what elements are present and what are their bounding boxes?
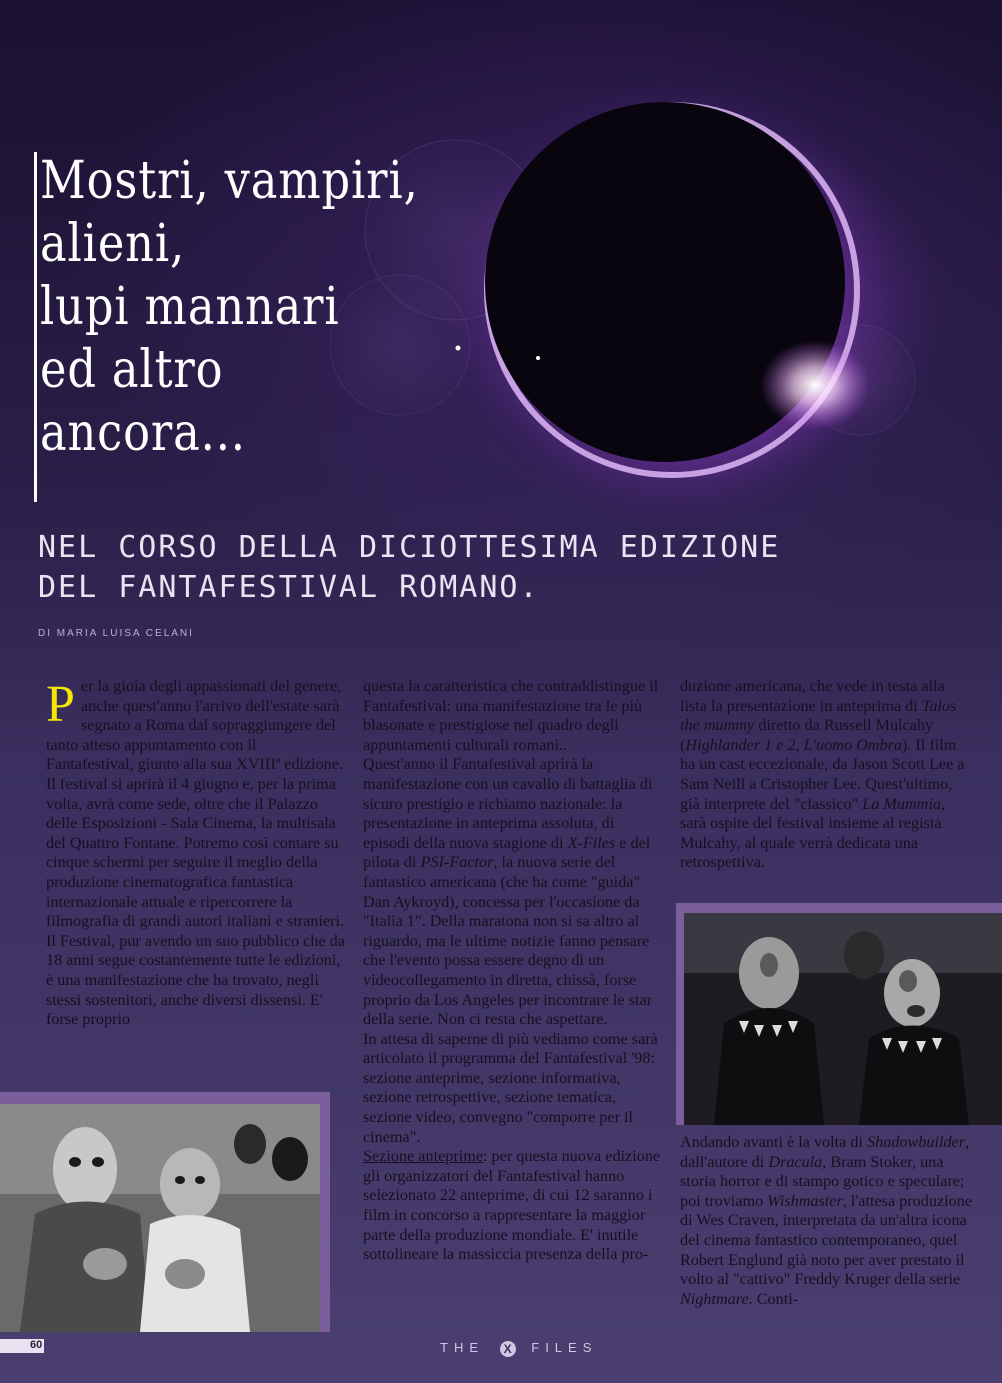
article-column-1 <box>46 677 346 1030</box>
page-number: 60 <box>30 1339 43 1351</box>
headline <box>40 150 444 465</box>
photo-illustration <box>0 1104 320 1332</box>
italic-title: Dracula <box>768 1152 823 1171</box>
star <box>536 356 540 360</box>
paragraph <box>46 677 346 775</box>
paragraph: In attesa di saperne di più vediamo come sarà articolato il programma del Fantafestival '98: sezione anteprime, sezione informativa, sezione retrospettive, sezione tematica, sezione video, convegno "comporre per il cinema". <box>363 1029 658 1146</box>
paragraph-text: . Conti- <box>748 1289 799 1308</box>
headline-line: Mostri, vampiri, <box>40 151 419 211</box>
section-label: Sezione anteprime <box>363 1147 484 1166</box>
star <box>456 346 461 351</box>
paragraph-text: , dall'autore di <box>680 1133 970 1171</box>
article-column-3 <box>680 677 975 873</box>
italic-title: PSI-Factor <box>420 853 494 872</box>
paragraph-text: Quest'anno il Fantafestival aprirà la manifestazione con un cavallo di battaglia di sicuro prestigio e richiamo nazionale: la presentazione in anteprima assoluta, di episodi della nuova stagione di <box>363 755 653 852</box>
paragraph: Il festival si aprirà il 4 giugno e, per la prima volta, avrà come sede, oltre che il Palazzo delle Esposizioni - Sala Cinema, la multisala del Quattro Fontane. Potremo così contare su cinque schermi per seguire il meglio della produzione cinematografica fantastica internazionale attuale e ripercorrere la filmografia di grandi autori italiani e stranieri. <box>46 774 345 931</box>
headline-line: ancora... <box>40 403 246 463</box>
paragraph-text: , sarà ospite del festival insieme al regista Mulcahy, al quale verrà dedicata una retrospettiva. <box>680 794 945 872</box>
paragraph <box>363 755 663 1029</box>
article-column-3-continued <box>680 1133 975 1309</box>
subtitle-line: NEL CORSO DELLA DICIOTTESIMA EDIZIONE <box>38 530 781 565</box>
photo-alien-creatures <box>0 1092 330 1332</box>
italic-title: La Mummia <box>862 794 941 813</box>
title-rule <box>34 152 37 502</box>
x-logo-icon: X <box>500 1341 516 1357</box>
paragraph-text: , la nuova serie del fantastico americana (che ha come "guida" Dan Aykroyd), concessa per l'occasione da "Italia 1". Della maratona non si sa altro al riguardo, ma le ultime notizie fanno pensare che l'evento possa essere degno di un videocollegamento in diretta, chissà, forse proprio da Los Angeles per incontrare le star della serie. Non ci resta che aspettare. <box>363 853 653 1029</box>
subtitle-line: DEL FANTAFESTIVAL ROMANO. <box>38 570 540 605</box>
italic-title: Nightmare <box>680 1289 749 1308</box>
paragraph <box>680 1133 975 1309</box>
subtitle <box>38 528 938 608</box>
sun-flare <box>760 340 870 430</box>
byline: DI MARIA LUISA CELANI <box>38 628 194 639</box>
article-column-2 <box>363 677 663 1265</box>
paragraph-text: er la gioia degli appassionati del genere, anche quest'anno l'arrivo dell'estate sarà segnato a Roma dal sopraggiungere del tanto atteso appuntamento con il Fantafestival, giunto alla sua XVIIIª edizione. <box>46 677 344 774</box>
paragraph: Il Festival, pur avendo un suo pubblico che da 18 anni segue costantemente tutte le edizioni, è una manifestazione che ha trovato, negli stessi sostenitori, anche diversi dissensi. E' forse proprio <box>46 931 345 1029</box>
headline-line: ed altro <box>40 340 224 400</box>
italic-title: X-Files <box>567 833 616 852</box>
drop-cap: P <box>46 676 75 733</box>
paragraph: questa la caratteristica che contraddistingue il Fantafestival: una manifestazione tra le più blasonate e prestigiose nel quadro degli appuntamenti culturali romani.. <box>363 677 659 754</box>
paragraph-text: diretto da Russell Mulcahy ( <box>680 716 934 754</box>
paragraph-text: : per questa nuova edizione gli organizzatori del Fantafestival hanno selezionato 22 anteprime, di cui 12 saranno i film in concorso a rappresentare la maggior parte della produzione mondiale. E' inutile sottolineare la massiccia presenza della pro- <box>363 1147 661 1264</box>
italic-title: Shadowbuilder <box>867 1133 966 1151</box>
italic-title: Highlander 1 e 2, L'uomo Ombra <box>685 735 902 754</box>
headline-line: alieni, <box>40 214 186 274</box>
paragraph-text: , l'attesa produzione di Wes Craven, interpretata da un'altra icona del cinema fantastico contemporaneo, quel Robert Englund già noto per aver prestato il volto al "cattivo" Freddy Kruger della serie <box>680 1191 973 1289</box>
paragraph-text: e del pilota di <box>363 833 651 872</box>
italic-title: Wishmaster <box>767 1191 843 1210</box>
photo-illustration <box>684 913 1002 1125</box>
photo-bald-villains <box>676 903 1002 1125</box>
headline-line: lupi mannari <box>40 277 340 337</box>
paragraph-text: ). Il film ha un cast eccezionale, da Jason Scott Lee a Sam Neill a Cristopher Lee. Quest'ultimo, già interprete del "classico" <box>680 735 965 813</box>
logo-text: THE <box>440 1340 484 1355</box>
paragraph <box>680 677 975 873</box>
italic-title: Talos the mummy <box>680 696 957 735</box>
paragraph-text: , Bram Stoker, una storia horror e di stampo gotico e speculare; poi troviamo <box>680 1152 965 1210</box>
footer-logo <box>440 1340 597 1357</box>
paragraph <box>363 1147 663 1265</box>
logo-text: FILES <box>531 1340 598 1355</box>
paragraph-text: duzione americana, che vede in testa alla lista la presentazione in anteprima di <box>680 677 945 715</box>
paragraph-text: Andando avanti è la volta di <box>680 1133 868 1151</box>
